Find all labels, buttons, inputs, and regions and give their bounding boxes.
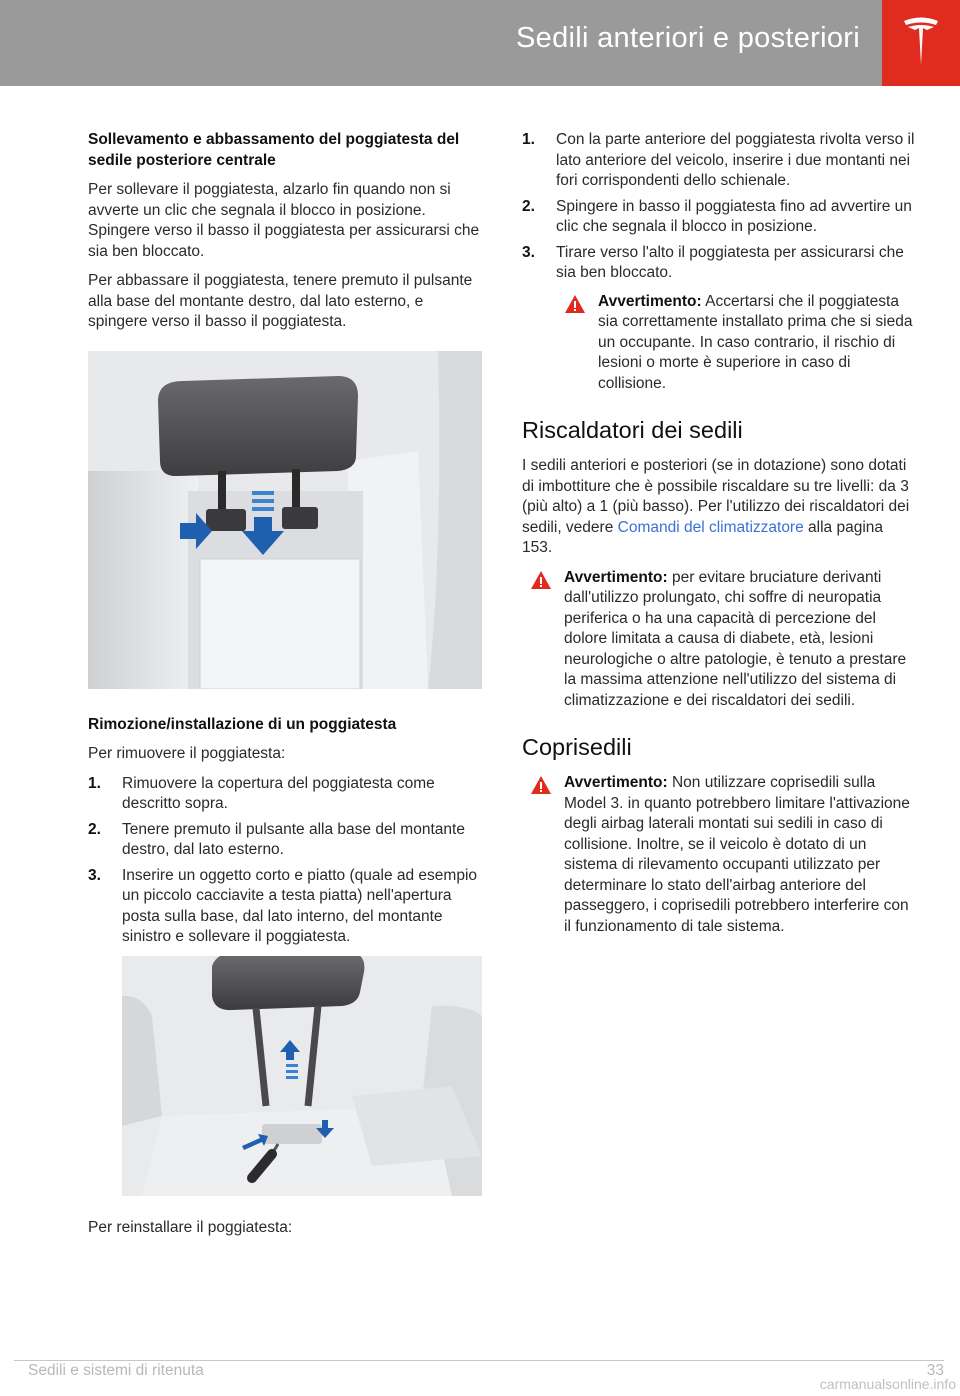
list-item: 3. Inserire un oggetto corto e piatto (quale ad esempio un piccolo cacciavite a testa piatta) nell'apertura posta sulla base, dal lato interno, del montante sinistro e sollevare il poggiatesta. [88, 866, 478, 945]
footer-divider [14, 1360, 944, 1361]
watermark: carmanualsonline.info [819, 1376, 956, 1392]
page-number: 33 [926, 1362, 944, 1379]
climate-controls-link[interactable]: Comandi del climatizzatore [617, 518, 804, 536]
page-header [0, 0, 882, 86]
headrest-removal-illustration [122, 956, 482, 1196]
seat-covers-title: Coprisedili [522, 734, 632, 760]
seat-covers-warning: Avvertimento: Non utilizzare coprisedili sulla Model 3. in quanto potrebbero limitare l'attivazione degli airbag laterali montati sui sedili in caso di collisione. Inoltre, se il veicolo è dotato di un sistema di rilevamento occupanti utilizzato per determinare lo stato dell'airbag anteriore del passeggero, i coprisedili potrebbero interferire con il funzionamento di tale sistema. [522, 773, 916, 937]
list-item: 1. Rimuovere la copertura del poggiatesta come descritto sopra. [88, 774, 435, 812]
center-headrest-heading: Sollevamento e abbassamento del poggiatesta del sedile posteriore centrale [88, 131, 460, 169]
center-headrest-illustration [88, 351, 482, 689]
remove-intro: Per rimuovere il poggiatesta: [88, 745, 286, 762]
raise-paragraph: Per sollevare il poggiatesta, alzarlo fin quando non si avverte un clic che segnala il blocco in posizione. Spingere verso il basso il poggiatesta per assicurarsi che sia ben bloccato. [88, 181, 480, 260]
seat-heaters-title: Riscaldatori dei sedili [522, 417, 743, 443]
seat-heaters-paragraph: I sedili anteriori e posteriori (se in dotazione) sono dotati di imbottiture che è possibile riscaldare su tre livelli: da 3 (più alto) a 1 (più basso). Per l'utilizzo dei riscaldatori dei sedili, vedere Comandi del climatizzatore alla pagina 153. [522, 457, 910, 556]
warning-icon [564, 294, 586, 314]
remove-install-heading: Rimozione/installazione di un poggiatesta [88, 715, 397, 733]
list-item: 2. Tenere premuto il pulsante alla base del montante destro, dal lato esterno. [88, 820, 465, 858]
tesla-logo-icon [902, 15, 940, 67]
tesla-logo [882, 0, 960, 86]
page-title: Sedili anteriori e posteriori [516, 22, 860, 54]
warning-icon [530, 775, 552, 795]
list-item: 2. Spingere in basso il poggiatesta fino ad avvertire un clic che segnala il blocco in posizione. [522, 197, 912, 235]
left-column [88, 130, 482, 1247]
warning-icon [530, 570, 552, 590]
footer-section-name: Sedili e sistemi di ritenuta [28, 1362, 204, 1379]
list-item: 1. Con la parte anteriore del poggiatesta rivolta verso il lato anteriore del veicolo, inserire i due montanti nei fori corrispondenti dello schienale. [522, 131, 915, 189]
install-steps [522, 130, 916, 284]
seat-heaters-warning: Avvertimento: per evitare bruciature derivanti dall'utilizzo prolungato, chi soffre di neuropatia periferica o ha una capacità di percezione del dolore limitata a causa di diabete, età, lesioni neurologiche o altre patologie, è tenuto a prestare la massima attenzione nell'utilizzo del sistema di climatizzazione e dei riscaldatori dei sedili. [522, 568, 916, 712]
lower-paragraph: Per abbassare il poggiatesta, tenere premuto il pulsante alla base del montante destro, dal lato esterno, e spingere verso il basso il poggiatesta. [88, 272, 473, 330]
list-item: 3. Tirare verso l'alto il poggiatesta per assicurarsi che sia ben bloccato. [522, 243, 904, 281]
right-column [522, 130, 916, 951]
headrest-warning: Avvertimento: Accertarsi che il poggiatesta sia correttamente installato prima che si sieda un occupante. In caso contrario, il rischio di lesioni o morte è superiore in caso di collisione. [556, 292, 916, 395]
reinstall-intro: Per reinstallare il poggiatesta: [88, 1218, 293, 1236]
remove-steps [88, 774, 482, 948]
